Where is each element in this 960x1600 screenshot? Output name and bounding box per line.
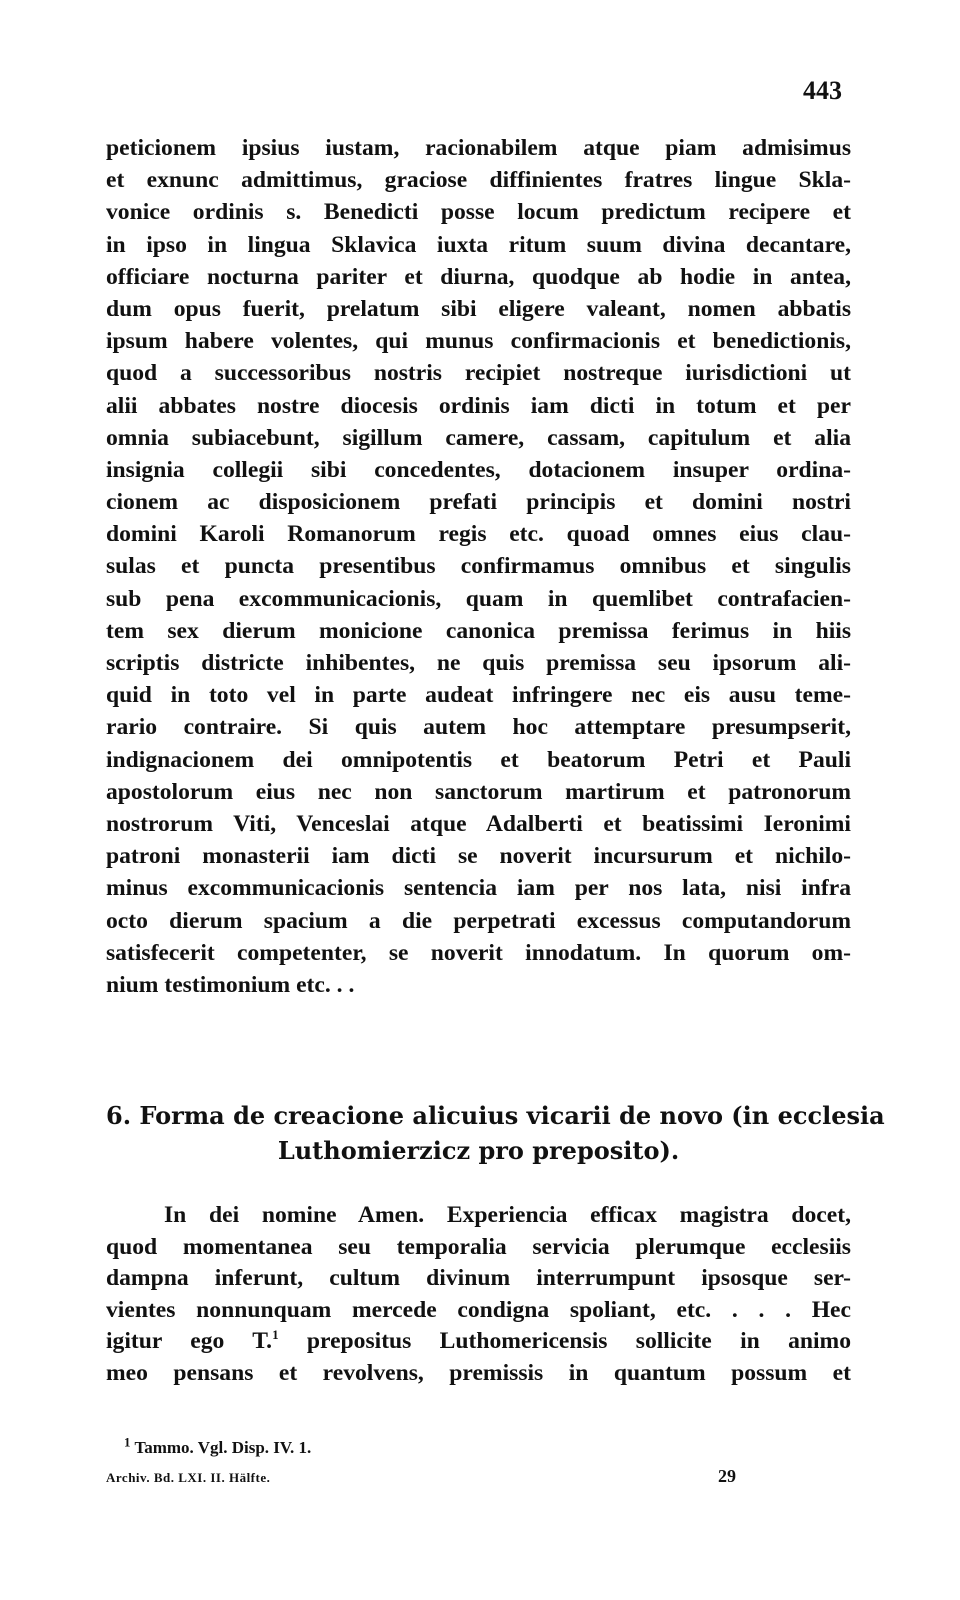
footnote-marker: 1	[124, 1434, 131, 1450]
paragraph-1-line: rario contraire. Si quis autem hoc attemptare presumpserit,	[106, 714, 851, 741]
line-text-before-note: igitur ego T.	[106, 1328, 273, 1354]
paragraph-1-line: officiare nocturna pariter et diurna, quodque ab hodie in antea,	[106, 263, 851, 290]
paragraph-1-line: quid in toto vel in parte audeat infringere nec eis ausu teme-	[106, 682, 851, 709]
paragraph-1-line: et exnunc admittimus, graciose diffinientes fratres lingue Skla-	[106, 167, 851, 194]
footnote-reference: 1	[272, 1327, 279, 1343]
paragraph-1-line: nium testimonium etc. . .	[106, 971, 355, 998]
paragraph-1-line: omnia subiacebunt, sigillum camere, cassam, capitulum et alia	[106, 424, 851, 451]
paragraph-1-line: tem sex dierum monicione canonica premissa ferimus in hiis	[106, 617, 851, 644]
paragraph-1-line: sub pena excommunicacionis, quam in quemlibet contrafacien-	[106, 585, 851, 612]
paragraph-1-line: cionem ac disposicionem prefati principis et domini nostri	[106, 489, 851, 516]
section-heading	[106, 1098, 885, 1168]
paragraph-1-line: in ipso in lingua Sklavica iuxta ritum suum divina decantare,	[106, 231, 851, 258]
line-text-after-note: prepositus Luthomericensis sollicite in animo	[278, 1328, 851, 1354]
paragraph-1-line: scriptis districte inhibentes, ne quis premissa seu ipsorum ali-	[106, 650, 851, 676]
footer-archive-reference: Archiv. Bd. LXI. II. Hälfte.	[106, 1470, 271, 1485]
paragraph-1-line: sulas et puncta presentibus confirmamus omnibus et singulis	[106, 553, 851, 580]
page-number: 443	[803, 76, 842, 105]
paragraph-2-line: dampna inferunt, cultum divinum interrumpunt ipsosque ser-	[106, 1265, 851, 1291]
paragraph-1-line: quod a successoribus nostris recipiet nostreque iurisdictioni ut	[106, 360, 851, 387]
paragraph-1-line: peticionem ipsius iustam, racionabilem atque piam admisimus	[106, 135, 851, 161]
paragraph-1-line: ipsum habere volentes, qui munus confirmacionis et benedictionis,	[106, 328, 851, 355]
paragraph-1-line: dum opus fuerit, prelatum sibi eligere valeant, nomen abbatis	[106, 295, 851, 322]
paragraph-1-line: octo dierum spacium a die perpetrati excessus computandorum	[106, 907, 851, 934]
paragraph-1-line: satisfecerit competenter, se noverit innodatum. In quorum om-	[106, 939, 851, 966]
paragraph-2-line: quod momentanea seu temporalia servicia plerumque ecclesiis	[106, 1233, 851, 1260]
paragraph-1-line: apostolorum eius nec non sanctorum martirum et patronorum	[106, 778, 851, 805]
heading-line-1: 6. Forma de creacione alicuius vicarii de novo (in ecclesia	[106, 1101, 885, 1130]
paragraph-2-line: In dei nomine Amen. Experiencia efficax magistra docet,	[164, 1202, 851, 1228]
paragraph-1-line: domini Karoli Romanorum regis etc. quoad omnes eius clau-	[106, 521, 851, 548]
paragraph-1-line: alii abbates nostre diocesis ordinis iam dicti in totum et per	[106, 392, 851, 419]
paragraph-1-line: patroni monasterii iam dicti se noverit incursurum et nichilo-	[106, 843, 851, 870]
heading-line-2: Luthomierzicz pro preposito).	[277, 1136, 680, 1165]
paragraph-1-line: nostrorum Viti, Venceslai atque Adalberti et beatissimi Ieronimi	[106, 810, 851, 837]
paragraph-2	[106, 1200, 851, 1389]
paragraph-2-line: vientes nonnunquam mercede condigna spoliant, etc. . . . Hec	[106, 1296, 851, 1323]
paragraph-1-line: indignacionem dei omnipotentis et beatorum Petri et Pauli	[106, 746, 851, 773]
paragraph-2-line: meo pensans et revolvens, premissis in quantum possum et	[106, 1359, 851, 1386]
paragraph-1-line: minus excommunicacionis sentencia iam per nos lata, nisi infra	[106, 875, 851, 902]
footnote	[124, 1434, 312, 1458]
paragraph-2-line-with-footnote	[106, 1326, 851, 1358]
paragraph-1	[106, 132, 851, 1001]
paragraph-1-line: vonice ordinis s. Benedicti posse locum predictum recipere et	[106, 199, 851, 226]
paragraph-1-line: insignia collegii sibi concedentes, dotacionem insuper ordina-	[106, 456, 851, 483]
footnote-text: Tammo. Vgl. Disp. IV. 1.	[130, 1438, 312, 1457]
footer-signature-number: 29	[718, 1466, 736, 1486]
